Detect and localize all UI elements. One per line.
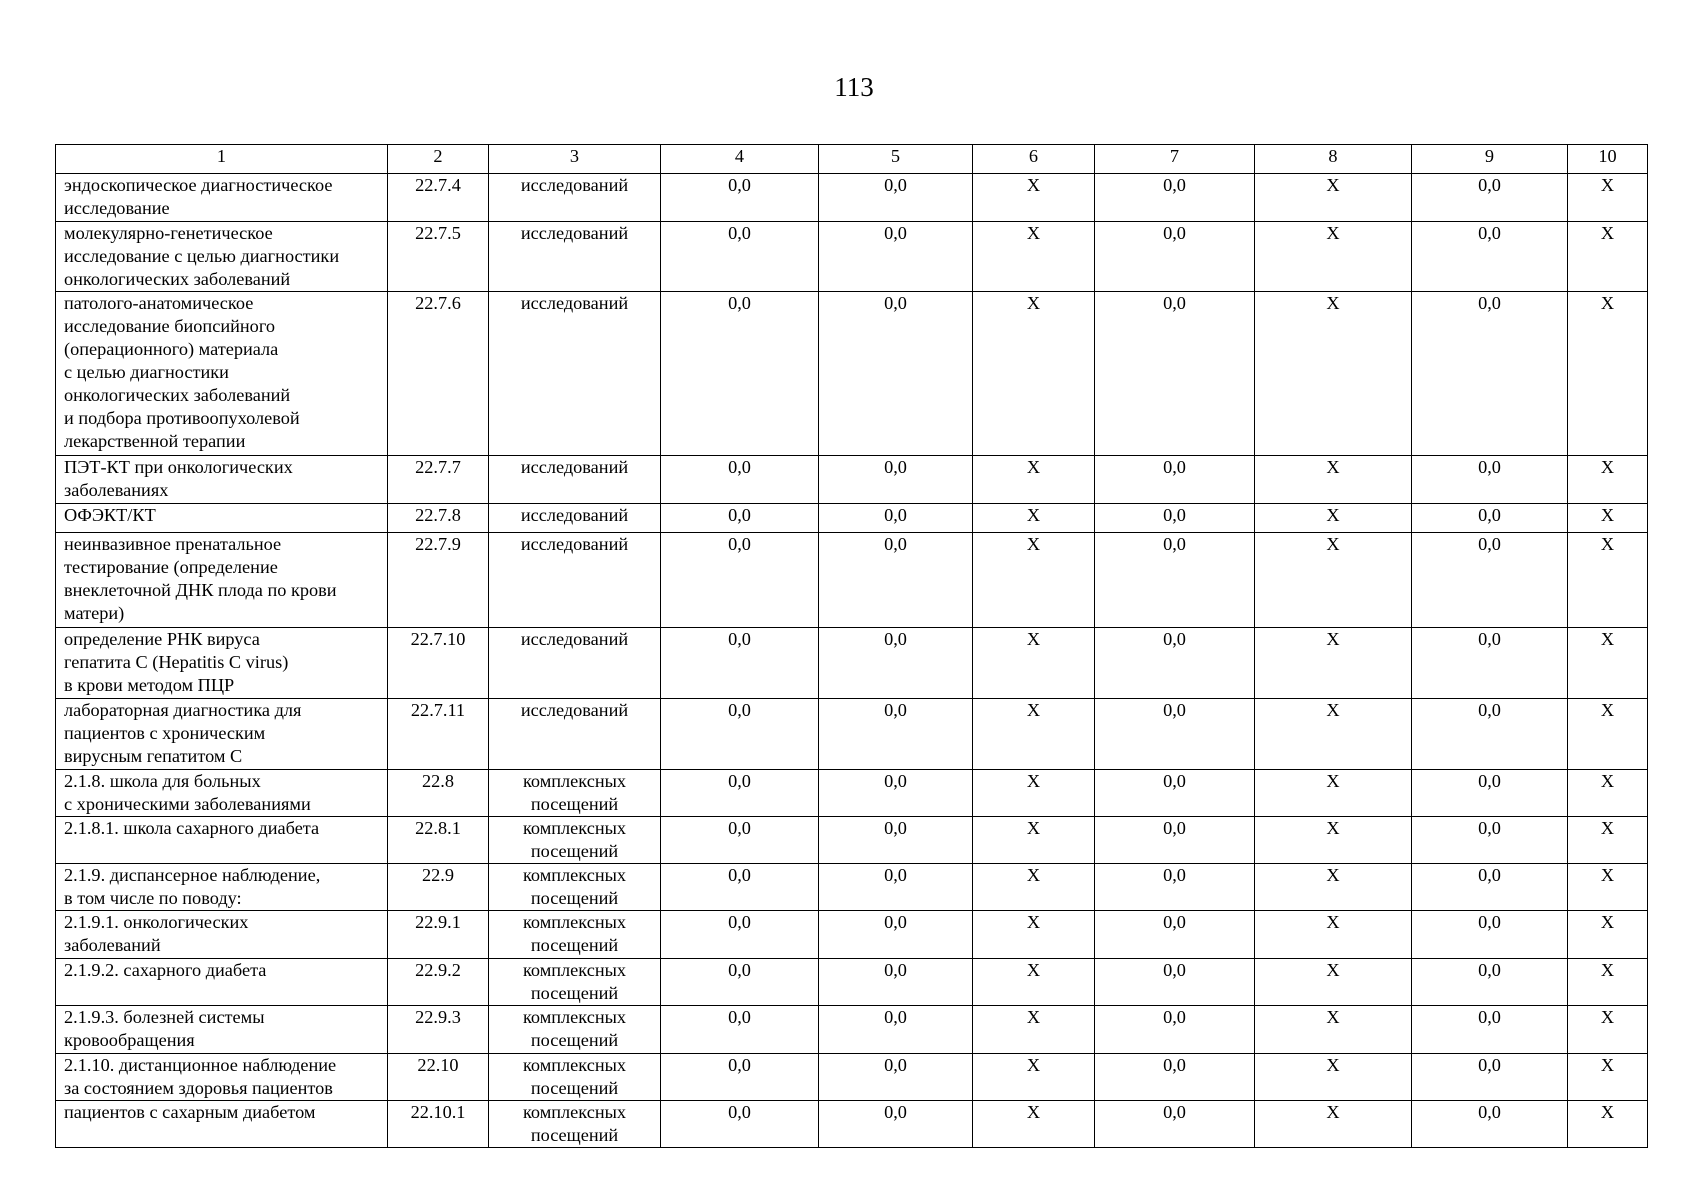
row-unit-cell: исследований <box>489 504 661 533</box>
value-cell-5: 0,0 <box>819 911 973 959</box>
row-code-cell: 22.9.2 <box>388 959 489 1006</box>
value-cell-4: 0,0 <box>661 1101 819 1148</box>
value-cell-7: 0,0 <box>1095 292 1255 456</box>
value-cell-10: Х <box>1568 911 1648 959</box>
value-cell-6: Х <box>973 292 1095 456</box>
value-cell-9: 0,0 <box>1412 1101 1568 1148</box>
row-unit-cell: комплексных посещений <box>489 959 661 1006</box>
value-cell-5: 0,0 <box>819 174 973 222</box>
row-unit-cell: комплексных посещений <box>489 770 661 817</box>
value-cell-6: Х <box>973 699 1095 770</box>
page-number: 113 <box>834 72 874 102</box>
value-cell-5: 0,0 <box>819 770 973 817</box>
header-cell: 2 <box>388 145 489 174</box>
value-cell-7: 0,0 <box>1095 959 1255 1006</box>
value-cell-4: 0,0 <box>661 699 819 770</box>
table-row <box>56 533 1648 628</box>
value-cell-5: 0,0 <box>819 699 973 770</box>
table-row <box>56 959 1648 1006</box>
row-code-cell: 22.7.8 <box>388 504 489 533</box>
value-cell-8: Х <box>1255 770 1412 817</box>
row-code-cell: 22.7.5 <box>388 222 489 292</box>
row-unit-cell: исследований <box>489 292 661 456</box>
row-unit-cell: исследований <box>489 174 661 222</box>
value-cell-10: Х <box>1568 1101 1648 1148</box>
value-cell-4: 0,0 <box>661 959 819 1006</box>
header-cell: 6 <box>973 145 1095 174</box>
value-cell-5: 0,0 <box>819 504 973 533</box>
value-cell-9: 0,0 <box>1412 864 1568 911</box>
row-unit-cell: комплексных посещений <box>489 864 661 911</box>
value-cell-7: 0,0 <box>1095 864 1255 911</box>
value-cell-9: 0,0 <box>1412 770 1568 817</box>
value-cell-7: 0,0 <box>1095 222 1255 292</box>
value-cell-6: Х <box>973 1054 1095 1101</box>
value-cell-7: 0,0 <box>1095 699 1255 770</box>
row-unit-cell: исследований <box>489 628 661 699</box>
value-cell-7: 0,0 <box>1095 504 1255 533</box>
value-cell-8: Х <box>1255 864 1412 911</box>
table-row <box>56 864 1648 911</box>
value-cell-8: Х <box>1255 174 1412 222</box>
value-cell-6: Х <box>973 1006 1095 1054</box>
value-cell-8: Х <box>1255 222 1412 292</box>
value-cell-5: 0,0 <box>819 628 973 699</box>
row-name-cell: лабораторная диагностика для пациентов с хроническим вирусным гепатитом С <box>56 699 388 770</box>
row-code-cell: 22.8.1 <box>388 817 489 864</box>
header-cell: 9 <box>1412 145 1568 174</box>
row-name-cell: 2.1.10. дистанционное наблюдение за состоянием здоровья пациентов <box>56 1054 388 1101</box>
value-cell-4: 0,0 <box>661 1006 819 1054</box>
value-cell-9: 0,0 <box>1412 1054 1568 1101</box>
value-cell-9: 0,0 <box>1412 817 1568 864</box>
value-cell-4: 0,0 <box>661 1054 819 1101</box>
row-code-cell: 22.10 <box>388 1054 489 1101</box>
row-name-cell: пациентов с сахарным диабетом <box>56 1101 388 1148</box>
value-cell-7: 0,0 <box>1095 770 1255 817</box>
value-cell-7: 0,0 <box>1095 174 1255 222</box>
value-cell-9: 0,0 <box>1412 533 1568 628</box>
value-cell-7: 0,0 <box>1095 1101 1255 1148</box>
value-cell-7: 0,0 <box>1095 817 1255 864</box>
value-cell-4: 0,0 <box>661 770 819 817</box>
value-cell-10: Х <box>1568 1006 1648 1054</box>
value-cell-6: Х <box>973 456 1095 504</box>
value-cell-6: Х <box>973 1101 1095 1148</box>
value-cell-4: 0,0 <box>661 456 819 504</box>
value-cell-8: Х <box>1255 1006 1412 1054</box>
table-row <box>56 504 1648 533</box>
row-name-cell: 2.1.9.1. онкологических заболеваний <box>56 911 388 959</box>
value-cell-7: 0,0 <box>1095 1006 1255 1054</box>
table-row <box>56 292 1648 456</box>
value-cell-6: Х <box>973 911 1095 959</box>
row-unit-cell: комплексных посещений <box>489 817 661 864</box>
value-cell-4: 0,0 <box>661 292 819 456</box>
row-unit-cell: исследований <box>489 533 661 628</box>
row-code-cell: 22.7.9 <box>388 533 489 628</box>
value-cell-10: Х <box>1568 174 1648 222</box>
value-cell-4: 0,0 <box>661 817 819 864</box>
data-table <box>55 144 1648 1148</box>
value-cell-8: Х <box>1255 699 1412 770</box>
value-cell-10: Х <box>1568 959 1648 1006</box>
value-cell-6: Х <box>973 174 1095 222</box>
value-cell-6: Х <box>973 959 1095 1006</box>
table-row <box>56 222 1648 292</box>
row-code-cell: 22.7.6 <box>388 292 489 456</box>
value-cell-6: Х <box>973 817 1095 864</box>
header-cell: 7 <box>1095 145 1255 174</box>
row-name-cell: 2.1.8.1. школа сахарного диабета <box>56 817 388 864</box>
value-cell-4: 0,0 <box>661 174 819 222</box>
row-code-cell: 22.7.7 <box>388 456 489 504</box>
value-cell-9: 0,0 <box>1412 222 1568 292</box>
value-cell-5: 0,0 <box>819 456 973 504</box>
value-cell-9: 0,0 <box>1412 504 1568 533</box>
table-row <box>56 174 1648 222</box>
table-row <box>56 699 1648 770</box>
value-cell-5: 0,0 <box>819 817 973 864</box>
value-cell-9: 0,0 <box>1412 628 1568 699</box>
header-cell: 5 <box>819 145 973 174</box>
value-cell-4: 0,0 <box>661 911 819 959</box>
value-cell-4: 0,0 <box>661 504 819 533</box>
value-cell-8: Х <box>1255 292 1412 456</box>
value-cell-8: Х <box>1255 533 1412 628</box>
value-cell-9: 0,0 <box>1412 292 1568 456</box>
table-row <box>56 1006 1648 1054</box>
value-cell-10: Х <box>1568 222 1648 292</box>
value-cell-4: 0,0 <box>661 628 819 699</box>
value-cell-10: Х <box>1568 292 1648 456</box>
table-row <box>56 770 1648 817</box>
value-cell-9: 0,0 <box>1412 174 1568 222</box>
value-cell-5: 0,0 <box>819 1054 973 1101</box>
row-name-cell: ПЭТ-КТ при онкологических заболеваниях <box>56 456 388 504</box>
value-cell-10: Х <box>1568 533 1648 628</box>
row-code-cell: 22.9.3 <box>388 1006 489 1054</box>
value-cell-4: 0,0 <box>661 864 819 911</box>
value-cell-8: Х <box>1255 911 1412 959</box>
row-unit-cell: комплексных посещений <box>489 911 661 959</box>
value-cell-10: Х <box>1568 456 1648 504</box>
value-cell-6: Х <box>973 864 1095 911</box>
row-code-cell: 22.7.10 <box>388 628 489 699</box>
value-cell-10: Х <box>1568 864 1648 911</box>
table-body <box>56 145 1648 1148</box>
value-cell-5: 0,0 <box>819 222 973 292</box>
table-row <box>56 817 1648 864</box>
row-unit-cell: исследований <box>489 699 661 770</box>
value-cell-10: Х <box>1568 1054 1648 1101</box>
table-row <box>56 1054 1648 1101</box>
value-cell-5: 0,0 <box>819 1101 973 1148</box>
row-code-cell: 22.8 <box>388 770 489 817</box>
value-cell-10: Х <box>1568 817 1648 864</box>
value-cell-5: 0,0 <box>819 864 973 911</box>
table-row <box>56 911 1648 959</box>
value-cell-8: Х <box>1255 1054 1412 1101</box>
row-unit-cell: исследований <box>489 456 661 504</box>
value-cell-7: 0,0 <box>1095 628 1255 699</box>
row-name-cell: 2.1.9.3. болезней системы кровообращения <box>56 1006 388 1054</box>
value-cell-4: 0,0 <box>661 533 819 628</box>
row-name-cell: определение РНК вируса гепатита С (Hepatitis C virus) в крови методом ПЦР <box>56 628 388 699</box>
header-cell: 3 <box>489 145 661 174</box>
row-code-cell: 22.7.11 <box>388 699 489 770</box>
header-cell: 4 <box>661 145 819 174</box>
value-cell-8: Х <box>1255 1101 1412 1148</box>
value-cell-9: 0,0 <box>1412 1006 1568 1054</box>
value-cell-5: 0,0 <box>819 1006 973 1054</box>
row-name-cell: 2.1.9.2. сахарного диабета <box>56 959 388 1006</box>
header-cell: 8 <box>1255 145 1412 174</box>
value-cell-10: Х <box>1568 628 1648 699</box>
row-code-cell: 22.9 <box>388 864 489 911</box>
row-name-cell: ОФЭКТ/КТ <box>56 504 388 533</box>
row-name-cell: молекулярно-генетическое исследование с целью диагностики онкологических заболеваний <box>56 222 388 292</box>
row-name-cell: неинвазивное пренатальное тестирование (определение внеклеточной ДНК плода по крови матери) <box>56 533 388 628</box>
value-cell-8: Х <box>1255 456 1412 504</box>
value-cell-5: 0,0 <box>819 533 973 628</box>
value-cell-9: 0,0 <box>1412 456 1568 504</box>
value-cell-10: Х <box>1568 699 1648 770</box>
row-name-cell: эндоскопическое диагностическое исследование <box>56 174 388 222</box>
value-cell-10: Х <box>1568 770 1648 817</box>
row-code-cell: 22.10.1 <box>388 1101 489 1148</box>
table-row <box>56 1101 1648 1148</box>
value-cell-6: Х <box>973 533 1095 628</box>
value-cell-6: Х <box>973 504 1095 533</box>
row-unit-cell: комплексных посещений <box>489 1006 661 1054</box>
value-cell-9: 0,0 <box>1412 959 1568 1006</box>
value-cell-7: 0,0 <box>1095 533 1255 628</box>
row-name-cell: 2.1.9. диспансерное наблюдение, в том числе по поводу: <box>56 864 388 911</box>
row-code-cell: 22.7.4 <box>388 174 489 222</box>
row-name-cell: 2.1.8. школа для больных с хроническими заболеваниями <box>56 770 388 817</box>
value-cell-9: 0,0 <box>1412 911 1568 959</box>
value-cell-8: Х <box>1255 504 1412 533</box>
header-row <box>56 145 1648 174</box>
row-name-cell: патолого-анатомическое исследование биопсийного (операционного) материала с целью диагностики онкологических заболеваний и подбора противоопухолевой лекарственной терапии <box>56 292 388 456</box>
value-cell-8: Х <box>1255 959 1412 1006</box>
table-row <box>56 628 1648 699</box>
value-cell-8: Х <box>1255 628 1412 699</box>
header-cell: 10 <box>1568 145 1648 174</box>
value-cell-7: 0,0 <box>1095 456 1255 504</box>
value-cell-6: Х <box>973 628 1095 699</box>
value-cell-7: 0,0 <box>1095 911 1255 959</box>
value-cell-6: Х <box>973 222 1095 292</box>
value-cell-6: Х <box>973 770 1095 817</box>
row-unit-cell: исследований <box>489 222 661 292</box>
row-code-cell: 22.9.1 <box>388 911 489 959</box>
header-cell: 1 <box>56 145 388 174</box>
table-row <box>56 456 1648 504</box>
value-cell-10: Х <box>1568 504 1648 533</box>
row-unit-cell: комплексных посещений <box>489 1054 661 1101</box>
value-cell-5: 0,0 <box>819 959 973 1006</box>
value-cell-4: 0,0 <box>661 222 819 292</box>
value-cell-8: Х <box>1255 817 1412 864</box>
row-unit-cell: комплексных посещений <box>489 1101 661 1148</box>
value-cell-5: 0,0 <box>819 292 973 456</box>
value-cell-7: 0,0 <box>1095 1054 1255 1101</box>
value-cell-9: 0,0 <box>1412 699 1568 770</box>
